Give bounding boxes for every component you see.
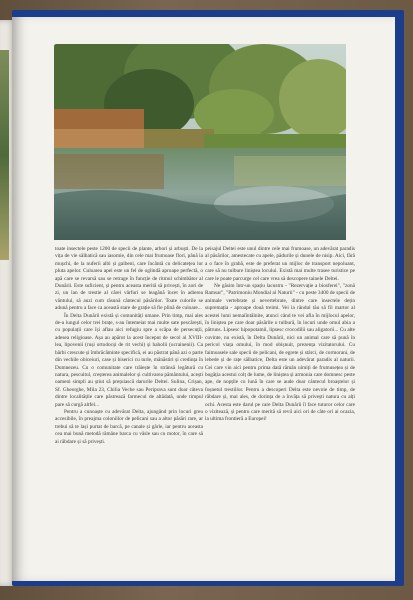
previous-page-photo-edge	[0, 50, 9, 260]
paragraph: peisajul Deltei este unul dintre cele mai frumoase, un adevărat paradis al păsărilor, amestecate cu apele, pădurile și dunele de nisip. Aici, fără a o face în grabă, este de preferat un mijloc de transport nepoluant, care să nu tulbure liniștea locului. Există mai multe trasee turistice pe care le poate parcurge cel care vrea să descopere tainele Deltei.	[205, 246, 355, 282]
paragraph: Pentru a cunoaște cu adevărat Delta, ajungând prin locuri greu accesibile, în preajma coloniilor de pelicani sau a altor păsări rare, ar trebui să te lași purtat de barcă, pe canale și gârle, iar pentru aceasta cea mai bună metodă rămâne barca cu vâsle sau cu motor, în care să ai răbdare și să privești.	[55, 408, 203, 445]
text-column-right	[205, 246, 355, 424]
paragraph: Ne găsim într-un spațiu lacustru - "Rezervație a biosferei", "zonă Ramsar", "Patrimoniu Mondial al Naturii" - cu peste 3400 de specii de animale vertebrate și nevertebrate, dintre care insectele dețin supremația - aproape două treimi. Vei la rândul tău să fii martor al acestei lumi nemaiîntâlnite, atunci când te vei afla în mijlocul apelor, în liniștea pe care doar păsările o tulbură, în locuri unde omul abia a pătruns. Lipsesc hipopotamii, lipsesc crocodilii sau aligatorii... Cu alte cuvinte, nu există, în Delta Dunării, nici un animal care să pună în pericol viața omului, în mod obișnuit, prezența vizitatorului. Cu faimoasele sale specii de pelicani, de egrete și stârci, de cormorani, de lebede și de rațe sălbatice, Delta este un adevărat paradis al naturii. Cei care vin aici pentru prima dată rămân uimiți de frumusețea și de bogăția acestui colț de lume, de liniștea și armonia care domnesc peste ape, de nopțile cu lună în care se aude doar cântecul broaștelor și foșnetul trestiilor. Pentru a descoperi Delta este nevoie de timp, de răbdare și, mai ales, de dorința de a învăța să privești natura cu alți ochi. Acesta este darul pe care Delta Dunării îl face tuturor celor care o vizitează, și pentru care merită să revii aici ori de câte ori ai ocazia, la ultima frontieră a Europei!	[205, 283, 355, 423]
book-page	[12, 17, 395, 581]
paragraph: toate insectele peste 1200 de specii de plante, arbori și arbuști. De la vița de vie sălbatică sau iasomie, din cele mai frumoase flori, până la mușchi, de la nuferii albi și galbeni, care încântă cu delicatețea lor pluta apelor. Culoarea apei este un fel de oglindă aproape perfectă, o apă care se revarsă sau se retrage în funcție de ritmul schimbător al Dunării. Este suficient, și pentru aceasta merită să privești, în zori de zi, un lan de trestie al cărei vârfuri se leagănă încet în adierea vântului, să auzi cum răsună cântecul păsărilor. Toate culorile se adună pentru a face ca această stare de grație să fie plină de culoare...	[55, 246, 203, 312]
text-column-left	[55, 246, 203, 446]
paragraph: În Delta Dunării există și comunități umane. Prin timp, mai ales de-a lungul celor trei brațe, s-au întemeiat mai multe sate pescărești, cu populații care își aflau aici refugiu spre a scăpa de persecuții, adesea religioase. Așa au apărut la acest început de secol al XVIII-lea, lipovenii (ruși ortodocși de rit vechi) și haholii (ucrainenii). Ca bărbi crescute și îmbrăcăminte specifică, ei au păstrat până azi o parte din vechile obiceiuri, case și biserici cu turle, mănăstiri și credința în Dumnezeu. Cu o comunitate care trăiește în strânsă legătură cu natura, pescuitul, creșterea animalelor și cultivarea pământului, acești oameni simpli au știut să prețuiască darurile Deltei. Sulina, Crișan, Sf. Gheorghe, Mila 23, Chilia Veche sau Periprava sunt doar câteva dintre localitățile care păstrează farmecul de altădată, unde timpul pare să curgă altfel...	[55, 312, 203, 408]
delta-landscape-photo	[54, 44, 346, 240]
